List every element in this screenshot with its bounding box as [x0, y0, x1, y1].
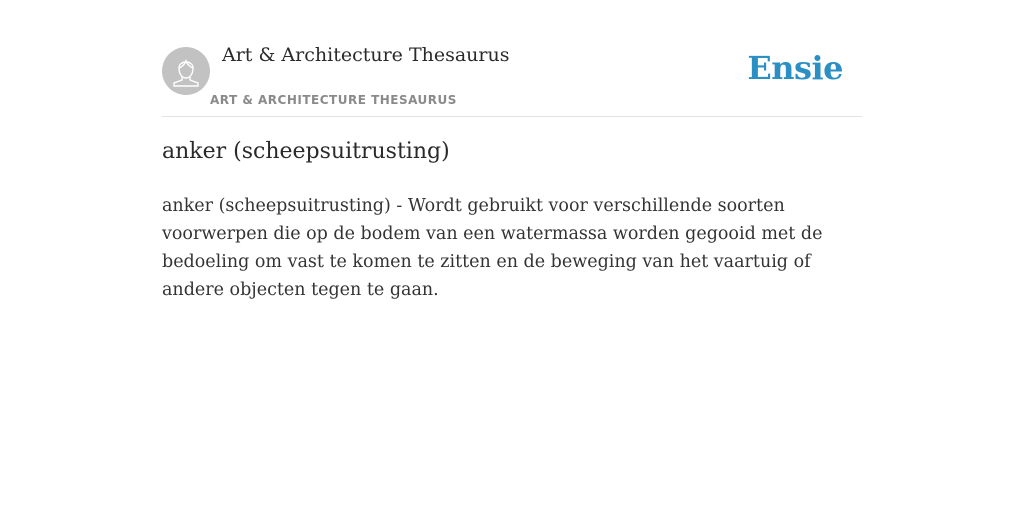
term-definition: anker (scheepsuitrusting) - Wordt gebruikt voor verschillende soorten voorwerpen die op de bodem van een watermassa worden gegooid met de bedoeling om vast te komen te zitten en de beweging van het vaartuig of andere objecten tegen te gaan.	[162, 196, 823, 300]
brand-logo[interactable]: Ensie	[747, 49, 843, 87]
user-icon	[162, 47, 210, 95]
term-title: anker (scheepsuitrusting)	[162, 139, 450, 164]
source-title[interactable]: Art & Architecture Thesaurus	[222, 44, 510, 66]
header	[162, 0, 862, 117]
source-subtitle[interactable]: ART & ARCHITECTURE THESAURUS	[210, 93, 457, 107]
avatar[interactable]	[162, 47, 210, 95]
